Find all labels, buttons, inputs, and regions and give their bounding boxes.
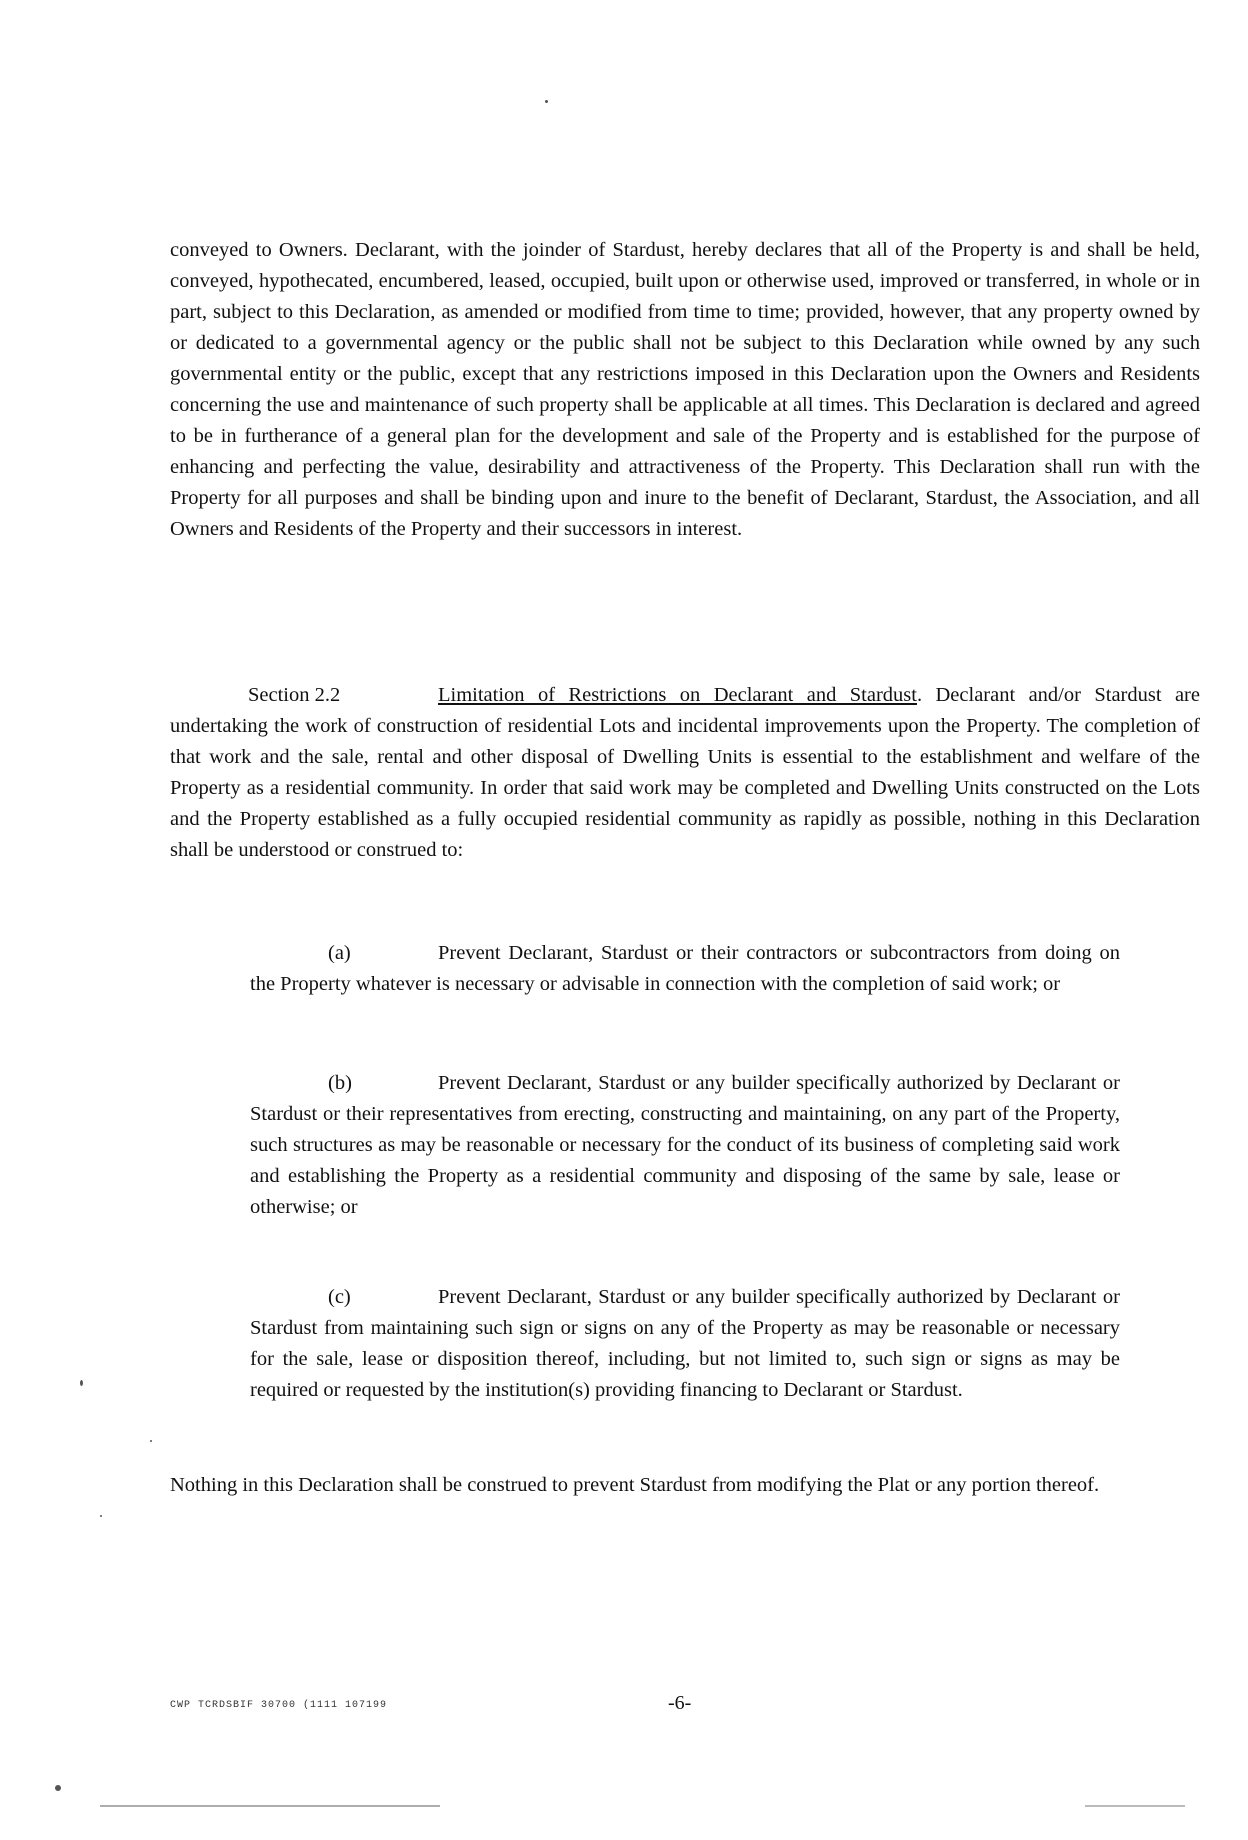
scan-speck	[80, 1380, 83, 1386]
scan-speck	[100, 1515, 102, 1517]
list-marker-a: (a)	[328, 942, 351, 964]
scan-speck	[150, 1440, 152, 1442]
list-text-c: Prevent Declarant, Stardust or any builder specifically authorized by Declarant or Stardust from maintaining such sign or signs on any of the Property as may be reasonable or necessary for the sale, lease or disposition thereof, including, but not limited to, such sign or signs as may be required or requested by the institution(s) providing financing to Declarant or Stardust.	[250, 1286, 1120, 1401]
section-title: Limitation of Restrictions on Declarant and Stardust	[438, 684, 917, 706]
list-marker-b: (b)	[328, 1072, 352, 1094]
list-item-a	[250, 938, 1120, 1000]
paragraph-plat-modification: Nothing in this Declaration shall be construed to prevent Stardust from modifying the Plat or any portion thereof.	[170, 1474, 1100, 1496]
list-item-c	[250, 1282, 1120, 1406]
footer-document-code: CWP TCRDSBIF 30700 (1111 107199	[170, 1700, 388, 1711]
section-2-2-paragraph	[170, 680, 1200, 866]
section-body: . Declarant and/or Stardust are undertaking the work of construction of residential Lots and incidental improvements upon the Property. The completion of that work and the sale, rental and other disposal of Dwelling Units is essential to the establishment and welfare of the Property as a residential community. In order that said work may be completed and Dwelling Units constructed on the Lots and the Property established as a fully occupied residential community as rapidly as possible, nothing in this Declaration shall be understood or construed to:	[170, 684, 1200, 861]
scan-speck	[55, 1785, 61, 1791]
paragraph-declaration-intro: conveyed to Owners. Declarant, with the joinder of Stardust, hereby declares that all of the Property is and shall be held, conveyed, hypothecated, encumbered, leased, occupied, built upon or otherwise used, improved or transferred, in whole or in part, subject to this Declaration, as amended or modified from time to time; provided, however, that any property owned by or dedicated to a governmental agency or the public shall not be subject to this Declaration while owned by any such governmental entity or the public, except that any restrictions imposed in this Declaration upon the Owners and Residents concerning the use and maintenance of such property shall be applicable at all times. This Declaration is declared and agreed to be in furtherance of a general plan for the development and sale of the Property and is established for the purpose of enhancing and perfecting the value, desirability and attractiveness of the Property. This Declaration shall run with the Property for all purposes and shall be binding upon and inure to the benefit of Declarant, Stardust, the Association, and all Owners and Residents of the Property and their successors in interest.	[170, 239, 1200, 540]
scan-edge-line	[1085, 1805, 1185, 1807]
page-number: -6-	[668, 1692, 692, 1714]
list-marker-c: (c)	[328, 1286, 351, 1308]
scan-speck	[545, 100, 548, 103]
list-item-b	[250, 1068, 1120, 1223]
list-text-a: Prevent Declarant, Stardust or their contractors or subcontractors from doing on the Property whatever is necessary or advisable in connection with the completion of said work; or	[250, 942, 1120, 995]
list-text-b: Prevent Declarant, Stardust or any builder specifically authorized by Declarant or Stardust or their representatives from erecting, constructing and maintaining, on any part of the Property, such structures as may be reasonable or necessary for the conduct of its business of completing said work and establishing the Property as a residential community and disposing of the same by sale, lease or otherwise; or	[250, 1072, 1120, 1218]
section-label: Section 2.2	[248, 684, 341, 706]
scan-edge-line	[100, 1805, 440, 1807]
